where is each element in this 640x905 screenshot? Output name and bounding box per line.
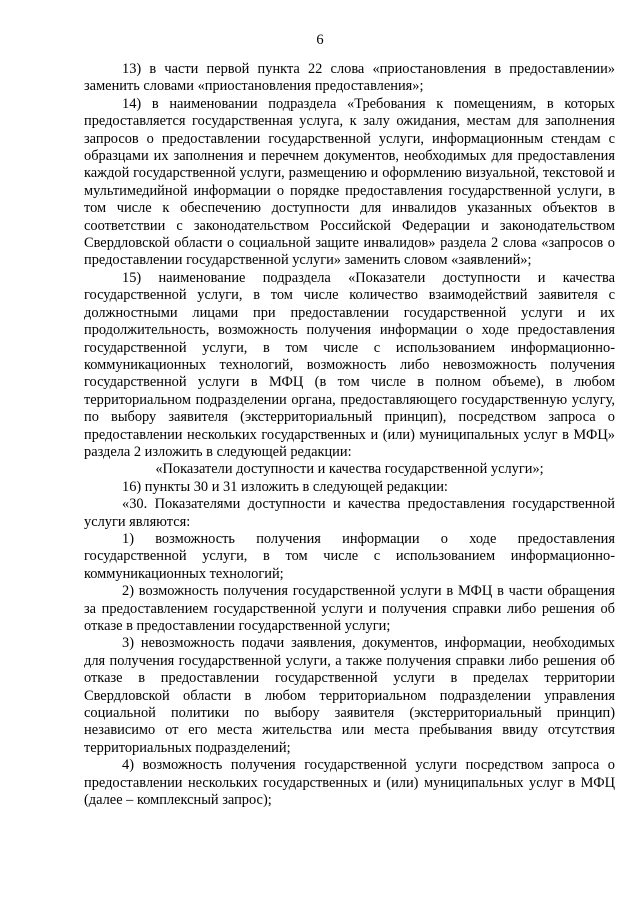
paragraph-item-15: 15) наименование подраздела «Показатели доступности и качества государственной услуги, в том числе количество взаимодействий заявителя с должностными лицами при предоставлении государственной услуги и их продолжительность, возможность получения информации о ходе предоставления государственной услуги, в том числе с использованием информационно-коммуникационных технологий, возможность либо невозможность получения государственной услуги в МФЦ (в том числе в полном объеме), в любом территориальном подразделении органа, предоставляющего государственную услугу, по выбору заявителя (экстерриториальный принцип), посредством запроса о предоставлении нескольких государственных и (или) муниципальных услуг в МФЦ» раздела 2 изложить в следующей редакции: [84,269,615,460]
document-body [84,61,615,809]
clause-30-item-3: 3) невозможность подачи заявления, документов, информации, необходимых для получения государственной услуги, а также получения справки либо решения об отказе в предоставлении государственной услуги в пределах территории Свердловской области в любом территориальном подразделении управления социальной политики по выбору заявителя (экстерриториальный принцип) независимо от его места жительства или места пребывания ввиду отсутствия территориальных подразделений; [84,635,615,756]
clause-30-item-2: 2) возможность получения государственной услуги в МФЦ в части обращения за предоставлением государственной услуги и получения справки либо решения об отказе в предоставлении государственной услуги; [84,583,615,634]
clause-30-intro: «30. Показателями доступности и качества предоставления государственной услуги являются: [84,496,615,530]
clause-30-item-4: 4) возможность получения государственной услуги посредством запроса о предоставлении нескольких государственных и (или) муниципальных услуг в МФЦ (далее – комплексный запрос); [84,757,615,809]
paragraph-item-14: 14) в наименовании подраздела «Требования к помещениям, в которых предоставляется государственная услуга, к залу ожидания, местам для заполнения запросов о предоставлении государственной услуги, информационным стендам с образцами их заполнения и перечнем документов, необходимых для предоставления каждой государственной услуги, размещению и оформлению визуальной, текстовой и мультимедийной информации о порядке предоставления государственной услуги, в том числе к обеспечению доступности для инвалидов указанных объектов в соответствии с законодательством Российской Федерации и законодательством Свердловской области о социальной защите инвалидов» раздела 2 слова «запросов о предоставлении государственной услуги» заменить словом «заявлений»; [84,95,615,269]
page-number: 6 [316,32,324,48]
paragraph-item-13: 13) в части первой пункта 22 слова «приостановления в предоставлении» заменить словами «приостановления предоставления»; [84,61,615,95]
subsection-title: «Показатели доступности и качества государственной услуги»; [155,461,544,478]
clause-30-item-1: 1) возможность получения информации о ходе предоставления государственной услуги, в том числе с использованием информационно-коммуникационных технологий; [84,530,615,582]
paragraph-item-16: 16) пункты 30 и 31 изложить в следующей редакции: [122,478,448,495]
